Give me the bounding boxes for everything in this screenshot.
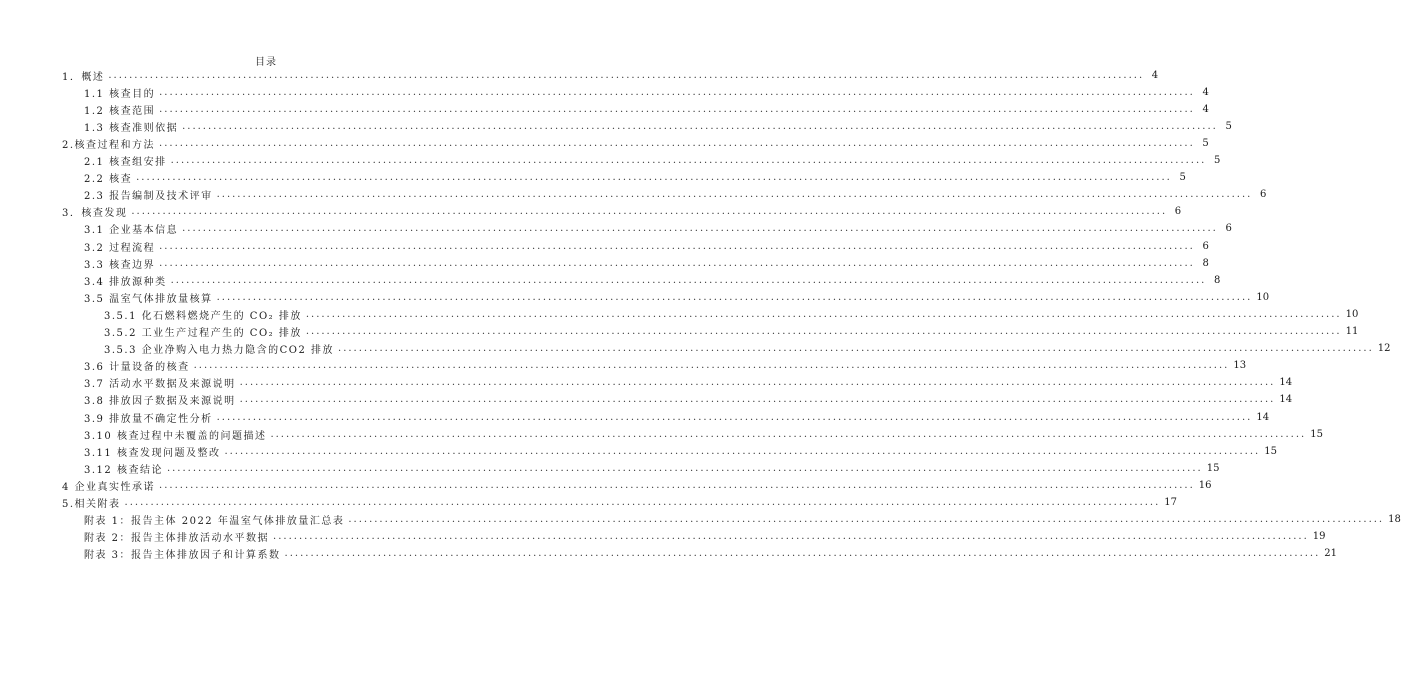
toc-leader-dots: ........................................................................................................................................................................................................ xyxy=(159,86,1195,98)
toc-entry-label: 3.12 核查结论 xyxy=(84,464,163,476)
toc-entry[interactable] xyxy=(0,546,1338,562)
toc-leader-dots: ........................................................................................................................................................................................................ xyxy=(131,206,1168,218)
toc-entry-label: 4 企业真实性承诺 xyxy=(62,481,156,493)
toc-entry[interactable] xyxy=(0,426,1323,442)
toc-leader-dots: ........................................................................................................................................................................................................ xyxy=(124,497,1161,508)
toc-entry[interactable] xyxy=(0,221,1232,237)
toc-entry[interactable] xyxy=(0,272,1221,288)
toc-entry[interactable] xyxy=(0,118,1232,134)
toc-entry-page: 4 xyxy=(1202,86,1209,98)
toc-entry[interactable] xyxy=(0,135,1209,151)
toc-entry[interactable] xyxy=(0,101,1209,117)
toc-leader-dots: ........................................................................................................................................................................................................ xyxy=(193,360,1230,372)
toc-entry-label: 2.3 报告编制及技术评审 xyxy=(84,191,213,203)
toc-entry[interactable] xyxy=(0,255,1209,271)
toc-entry-label: 2.1 核查组安排 xyxy=(84,157,167,168)
toc-entry-label: 3.2 过程流程 xyxy=(84,242,156,254)
toc-entry-label: 3.1 企业基本信息 xyxy=(84,225,179,237)
toc-leader-dots: ........................................................................................................................................................................................................ xyxy=(239,377,1276,389)
toc-entry[interactable] xyxy=(0,409,1270,425)
toc-entry-label: 3.5 温室气体排放量核算 xyxy=(84,293,213,305)
toc-entry-page: 14 xyxy=(1256,411,1270,423)
toc-entry[interactable] xyxy=(0,153,1221,169)
toc-leader-dots: ........................................................................................................................................................................................................ xyxy=(224,445,1261,457)
toc-entry-label: 附表 1：报告主体 2022 年温室气体排放量汇总表 xyxy=(84,516,345,528)
toc-entry-page: 16 xyxy=(1198,479,1212,491)
toc-leader-dots: ........................................................................................................................................................................................................ xyxy=(216,411,1253,423)
toc-entry-page: 4 xyxy=(1151,69,1159,81)
toc-leader-dots: ........................................................................................................................................................................................................ xyxy=(170,274,1207,286)
toc-entry-page: 14 xyxy=(1279,394,1293,406)
toc-entry[interactable] xyxy=(0,443,1277,459)
toc-leader-dots: ........................................................................................................................................................................................................ xyxy=(136,172,1172,184)
toc-entry-page: 15 xyxy=(1206,462,1220,474)
toc-entry[interactable] xyxy=(0,512,1401,528)
toc-entry[interactable] xyxy=(0,341,1391,357)
toc-entry-label: 3.3 核查边界 xyxy=(84,259,156,271)
toc-entry-page: 6 xyxy=(1202,240,1209,252)
toc-entry-label: 3.5.3 企业净购入电力热力隐含的CO2 排放 xyxy=(104,345,335,357)
toc-entry-label: 3.9 排放量不确定性分析 xyxy=(84,413,213,425)
toc-entry-label: 3.8 排放因子数据及来源说明 xyxy=(84,396,236,408)
toc-entry[interactable] xyxy=(0,324,1359,340)
toc-leader-dots: ........................................................................................................................................................................................................ xyxy=(305,308,1342,320)
toc-entry-page: 11 xyxy=(1345,326,1359,337)
toc-entry[interactable] xyxy=(0,529,1326,545)
toc-entry[interactable] xyxy=(0,392,1293,408)
toc-entry-page: 15 xyxy=(1264,445,1277,457)
toc-title: 目录 xyxy=(255,57,277,68)
toc-entry-page: 19 xyxy=(1312,531,1326,543)
toc-entry-label: 2.2 核查 xyxy=(84,174,133,186)
toc-entry[interactable] xyxy=(0,204,1182,220)
toc-entry-label: 3.5.1 化石燃料燃烧产生的 CO₂ 排放 xyxy=(104,310,302,322)
toc-leader-dots: ........................................................................................................................................................................................................ xyxy=(182,120,1218,132)
toc-entry[interactable] xyxy=(0,358,1247,374)
toc-leader-dots: ........................................................................................................................................................................................................ xyxy=(159,103,1195,115)
toc-entry-label: 附表 3：报告主体排放因子和计算系数 xyxy=(84,550,281,562)
toc-entry[interactable] xyxy=(0,238,1209,254)
toc-entry[interactable] xyxy=(0,495,1178,511)
toc-entry-label: 3.7 活动水平数据及来源说明 xyxy=(84,379,236,391)
toc-leader-dots: ........................................................................................................................................................................................................ xyxy=(270,428,1307,440)
toc-entry[interactable] xyxy=(0,67,1159,83)
toc-entry-page: 5 xyxy=(1225,120,1232,132)
toc-entry-page: 6 xyxy=(1225,223,1232,235)
toc-entry[interactable] xyxy=(0,170,1186,186)
toc-entry-label: 3.4 排放源种类 xyxy=(84,276,167,288)
toc-entry-page: 6 xyxy=(1259,189,1267,201)
toc-entry-label: 3.11 核查发现问题及整改 xyxy=(84,447,221,459)
toc-entry-page: 21 xyxy=(1324,548,1338,560)
toc-leader-dots: ........................................................................................................................................................................................................ xyxy=(216,189,1253,201)
toc-leader-dots: ........................................................................................................................................................................................................ xyxy=(305,326,1342,337)
toc-entry-label: 2.核查过程和方法 xyxy=(62,139,156,151)
toc-entry[interactable] xyxy=(0,375,1293,391)
toc-entry[interactable] xyxy=(0,477,1212,493)
toc-entry-page: 15 xyxy=(1310,428,1323,440)
toc-entry-page: 8 xyxy=(1213,274,1221,286)
toc-entry-label: 3．核查发现 xyxy=(62,208,128,220)
toc-entry-label: 附表 2：报告主体排放活动水平数据 xyxy=(84,533,270,545)
toc-entry-label: 3.6 计量设备的核查 xyxy=(84,362,190,374)
toc-entry[interactable] xyxy=(0,84,1209,100)
toc-entry-page: 14 xyxy=(1279,377,1293,389)
toc-leader-dots: ........................................................................................................................................................................................................ xyxy=(273,531,1309,543)
toc-entry[interactable] xyxy=(0,460,1220,476)
toc-entry-label: 1．概述 xyxy=(62,71,105,83)
toc-entry-page: 10 xyxy=(1345,308,1359,320)
toc-entry-label: 1.2 核查范围 xyxy=(84,105,156,117)
toc-leader-dots: ........................................................................................................................................................................................................ xyxy=(159,137,1195,149)
toc-entry-page: 8 xyxy=(1202,257,1209,269)
toc-leader-dots: ........................................................................................................................................................................................................ xyxy=(182,223,1218,235)
toc-entry-label: 3.10 核查过程中未覆盖的问题描述 xyxy=(84,430,267,442)
toc-leader-dots: ........................................................................................................................................................................................................ xyxy=(170,155,1207,166)
toc-entry-page: 5 xyxy=(1213,155,1221,166)
toc-leader-dots: ........................................................................................................................................................................................................ xyxy=(348,514,1385,526)
toc-entry-page: 4 xyxy=(1202,103,1209,115)
toc-entry[interactable] xyxy=(0,289,1270,305)
toc-entry-page: 10 xyxy=(1256,291,1270,303)
toc-entry[interactable] xyxy=(0,306,1359,322)
toc-leader-dots: ........................................................................................................................................................................................................ xyxy=(338,343,1374,355)
toc-leader-dots: ........................................................................................................................................................................................................ xyxy=(159,257,1195,269)
toc-leader-dots: ........................................................................................................................................................................................................ xyxy=(239,394,1276,406)
toc-entry-page: 5 xyxy=(1179,172,1186,184)
toc-leader-dots: ........................................................................................................................................................................................................ xyxy=(159,240,1195,252)
toc-entry-label: 1.1 核查目的 xyxy=(84,88,156,100)
toc-entry[interactable] xyxy=(0,187,1267,203)
toc-entry-page: 12 xyxy=(1377,343,1391,355)
toc-leader-dots: ........................................................................................................................................................................................................ xyxy=(159,479,1195,491)
toc-leader-dots: ........................................................................................................................................................................................................ xyxy=(108,69,1145,81)
toc-leader-dots: ........................................................................................................................................................................................................ xyxy=(284,548,1321,560)
toc-entry-page: 6 xyxy=(1174,206,1182,218)
toc-leader-dots: ........................................................................................................................................................................................................ xyxy=(166,462,1203,474)
toc-entry-page: 13 xyxy=(1233,360,1247,372)
toc-entry-page: 18 xyxy=(1388,514,1401,526)
toc-entry-page: 17 xyxy=(1164,497,1178,508)
toc-entry-label: 5.相关附表 xyxy=(62,499,121,510)
toc-entry-label: 3.5.2 工业生产过程产生的 CO₂ 排放 xyxy=(104,328,302,339)
toc-leader-dots: ........................................................................................................................................................................................................ xyxy=(216,291,1253,303)
toc-entry-page: 5 xyxy=(1202,137,1209,149)
toc-entry-label: 1.3 核查准则依据 xyxy=(84,122,179,134)
